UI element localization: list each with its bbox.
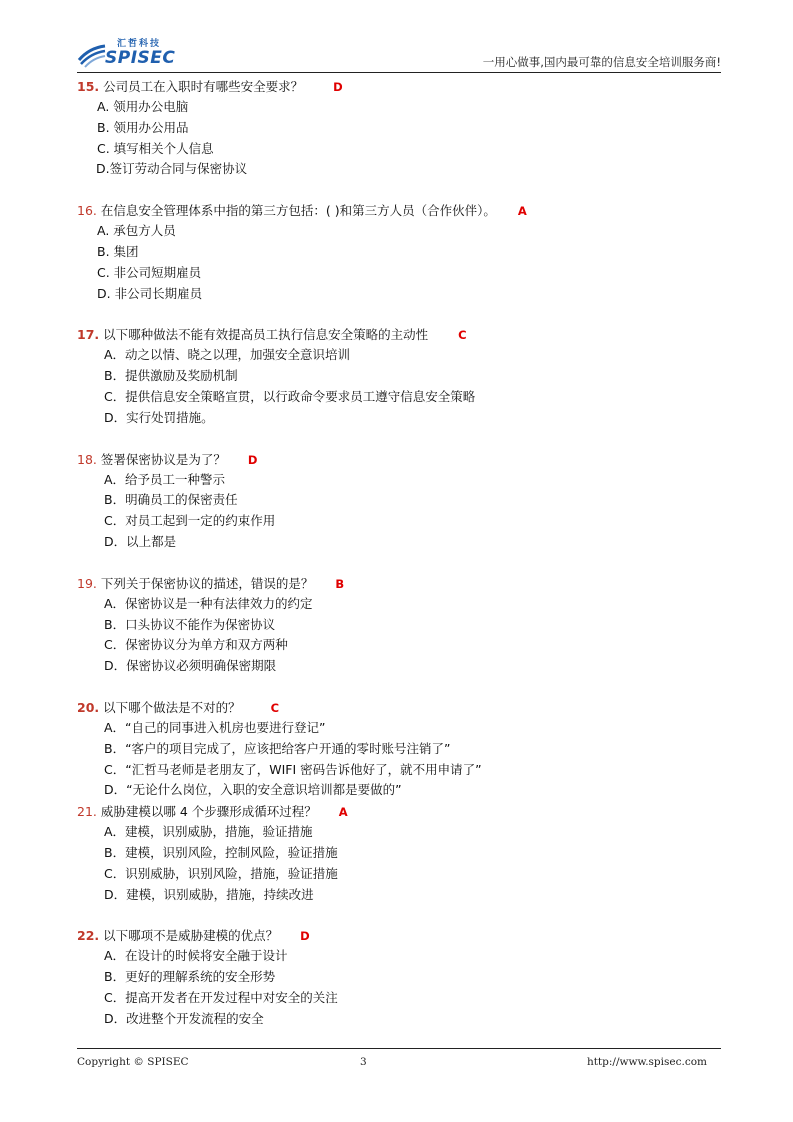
question-number: 19. [77,575,97,591]
question-number: 15. [77,79,100,94]
option-b: B. 集团 [97,243,139,259]
question-title [77,449,721,470]
option-a: A. 承包方人员 [97,223,176,239]
footer-divider [77,1048,721,1049]
question-18 [77,449,721,553]
answer-key: D [333,80,343,94]
answer-key: B [335,576,345,591]
question-number: 21. [77,804,97,820]
option-a: A．给予员工一种警示 [104,471,226,487]
spisec-logo [77,36,187,70]
option-a: A．动之以情、晓之以理，加强安全意识培训 [104,347,351,363]
question-title [77,200,721,221]
question-number: 16. [77,203,97,219]
option-d: D．改进整个开发流程的安全 [104,1010,264,1026]
option-d: D．实行处罚措施。 [104,409,214,425]
logo-cn-text: 汇哲科技 [117,39,162,49]
footer-page-number: 3 [360,1056,367,1068]
question-17 [77,324,721,428]
logo-en-text: SPISEC [105,48,176,68]
spacer [77,180,721,200]
footer-copyright: Copyright © SPISEC [77,1056,189,1068]
logo-swoosh-icon [77,40,107,68]
answer-key: D [247,452,258,467]
option-a: A．“自己的同事进入机房也要进行登记” [104,719,326,735]
page-header [77,36,721,72]
answer-key: C [458,328,467,343]
question-19 [77,573,721,677]
question-text: 威胁建模以哪 4 个步骤形成循环过程？ [100,804,317,820]
header-divider [77,72,721,73]
footer-url-link[interactable]: http://www.spisec.com [586,1056,707,1068]
question-title [77,697,721,718]
question-16 [77,200,721,304]
question-text: 在信息安全管理体系中指的第三方包括：( )和第三方人员（合作伙伴）。 [100,203,496,219]
question-text: 公司员工在入职时有哪些安全要求？ [103,79,304,94]
question-number: 18. [77,451,97,467]
question-text: 以下哪项不是威胁建模的优点？ [103,928,279,944]
question-title [77,801,721,822]
question-text: 下列关于保密协议的描述，错误的是？ [100,575,314,591]
spacer [77,429,721,449]
answer-key: D [300,929,310,944]
header-slogan: 一用心做事,国内最可靠的信息安全培训服务商! [482,55,721,69]
option-b: B．口头协议不能作为保密协议 [104,616,276,632]
option-b: B．明确员工的保密责任 [104,492,238,508]
question-20 [77,697,721,801]
option-a: A．保密协议是一种有法律效力的约定 [104,595,313,611]
question-15 [77,76,721,180]
option-d: D.签订劳动合同与保密协议 [96,161,248,177]
question-text: 以下哪个做法是不对的？ [103,699,241,715]
spacer [77,304,721,324]
option-b: B. 领用办公用品 [97,119,189,135]
option-b: B．更好的理解系统的安全形势 [104,969,276,985]
answer-key: C [270,700,280,715]
option-b: B．建模，识别风险，控制风险，验证措施 [104,844,338,860]
question-22 [77,925,721,1029]
option-b: B．提供激励及奖励机制 [104,368,238,384]
option-c: C．提高开发者在开发过程中对安全的关注 [104,989,338,1005]
option-d: D．保密协议必须明确保密期限 [104,658,277,674]
option-a: A. 领用办公电脑 [97,99,189,114]
option-a: A．建模，识别威胁，措施，验证措施 [104,824,313,840]
spacer [77,677,721,697]
question-list [77,76,721,1030]
option-d: D．以上都是 [104,533,177,549]
option-b: B．“客户的项目完成了，应该把给客户开通的零时账号注销了” [104,740,451,756]
option-a: A．在设计的时候将安全融于设计 [104,948,288,964]
question-21 [77,801,721,905]
answer-key: A [338,805,348,820]
question-number: 22. [77,928,100,944]
option-c: C．保密协议分为单方和双方两种 [104,637,288,653]
question-number: 17. [77,327,100,343]
option-c: C．“汇哲马老师是老朋友了，WIFI 密码告诉他好了，就不用申请了” [104,761,482,777]
question-title [77,76,721,97]
option-c: C. 填写相关个人信息 [97,140,214,156]
question-title [77,324,721,345]
spacer [77,905,721,925]
spacer [77,553,721,573]
question-title [77,573,721,594]
option-d: D．“无论什么岗位，入职的安全意识培训都是要做的” [104,782,402,798]
option-c: C．对员工起到一定的约束作用 [104,513,276,529]
answer-key: A [517,204,527,219]
option-c: C．提供信息安全策略宣贯，以行政命令要求员工遵守信息安全策略 [104,388,476,404]
question-text: 签署保密协议是为了？ [100,451,226,467]
question-number: 20. [77,699,100,715]
option-d: D. 非公司长期雇员 [97,285,203,301]
option-d: D．建模，识别威胁，措施，持续改进 [104,886,314,902]
question-title [77,925,721,946]
option-c: C．识别威胁，识别风险，措施，验证措施 [104,865,338,881]
question-text: 以下哪种做法不能有效提高员工执行信息安全策略的主动性 [103,327,429,343]
option-c: C. 非公司短期雇员 [97,264,202,280]
